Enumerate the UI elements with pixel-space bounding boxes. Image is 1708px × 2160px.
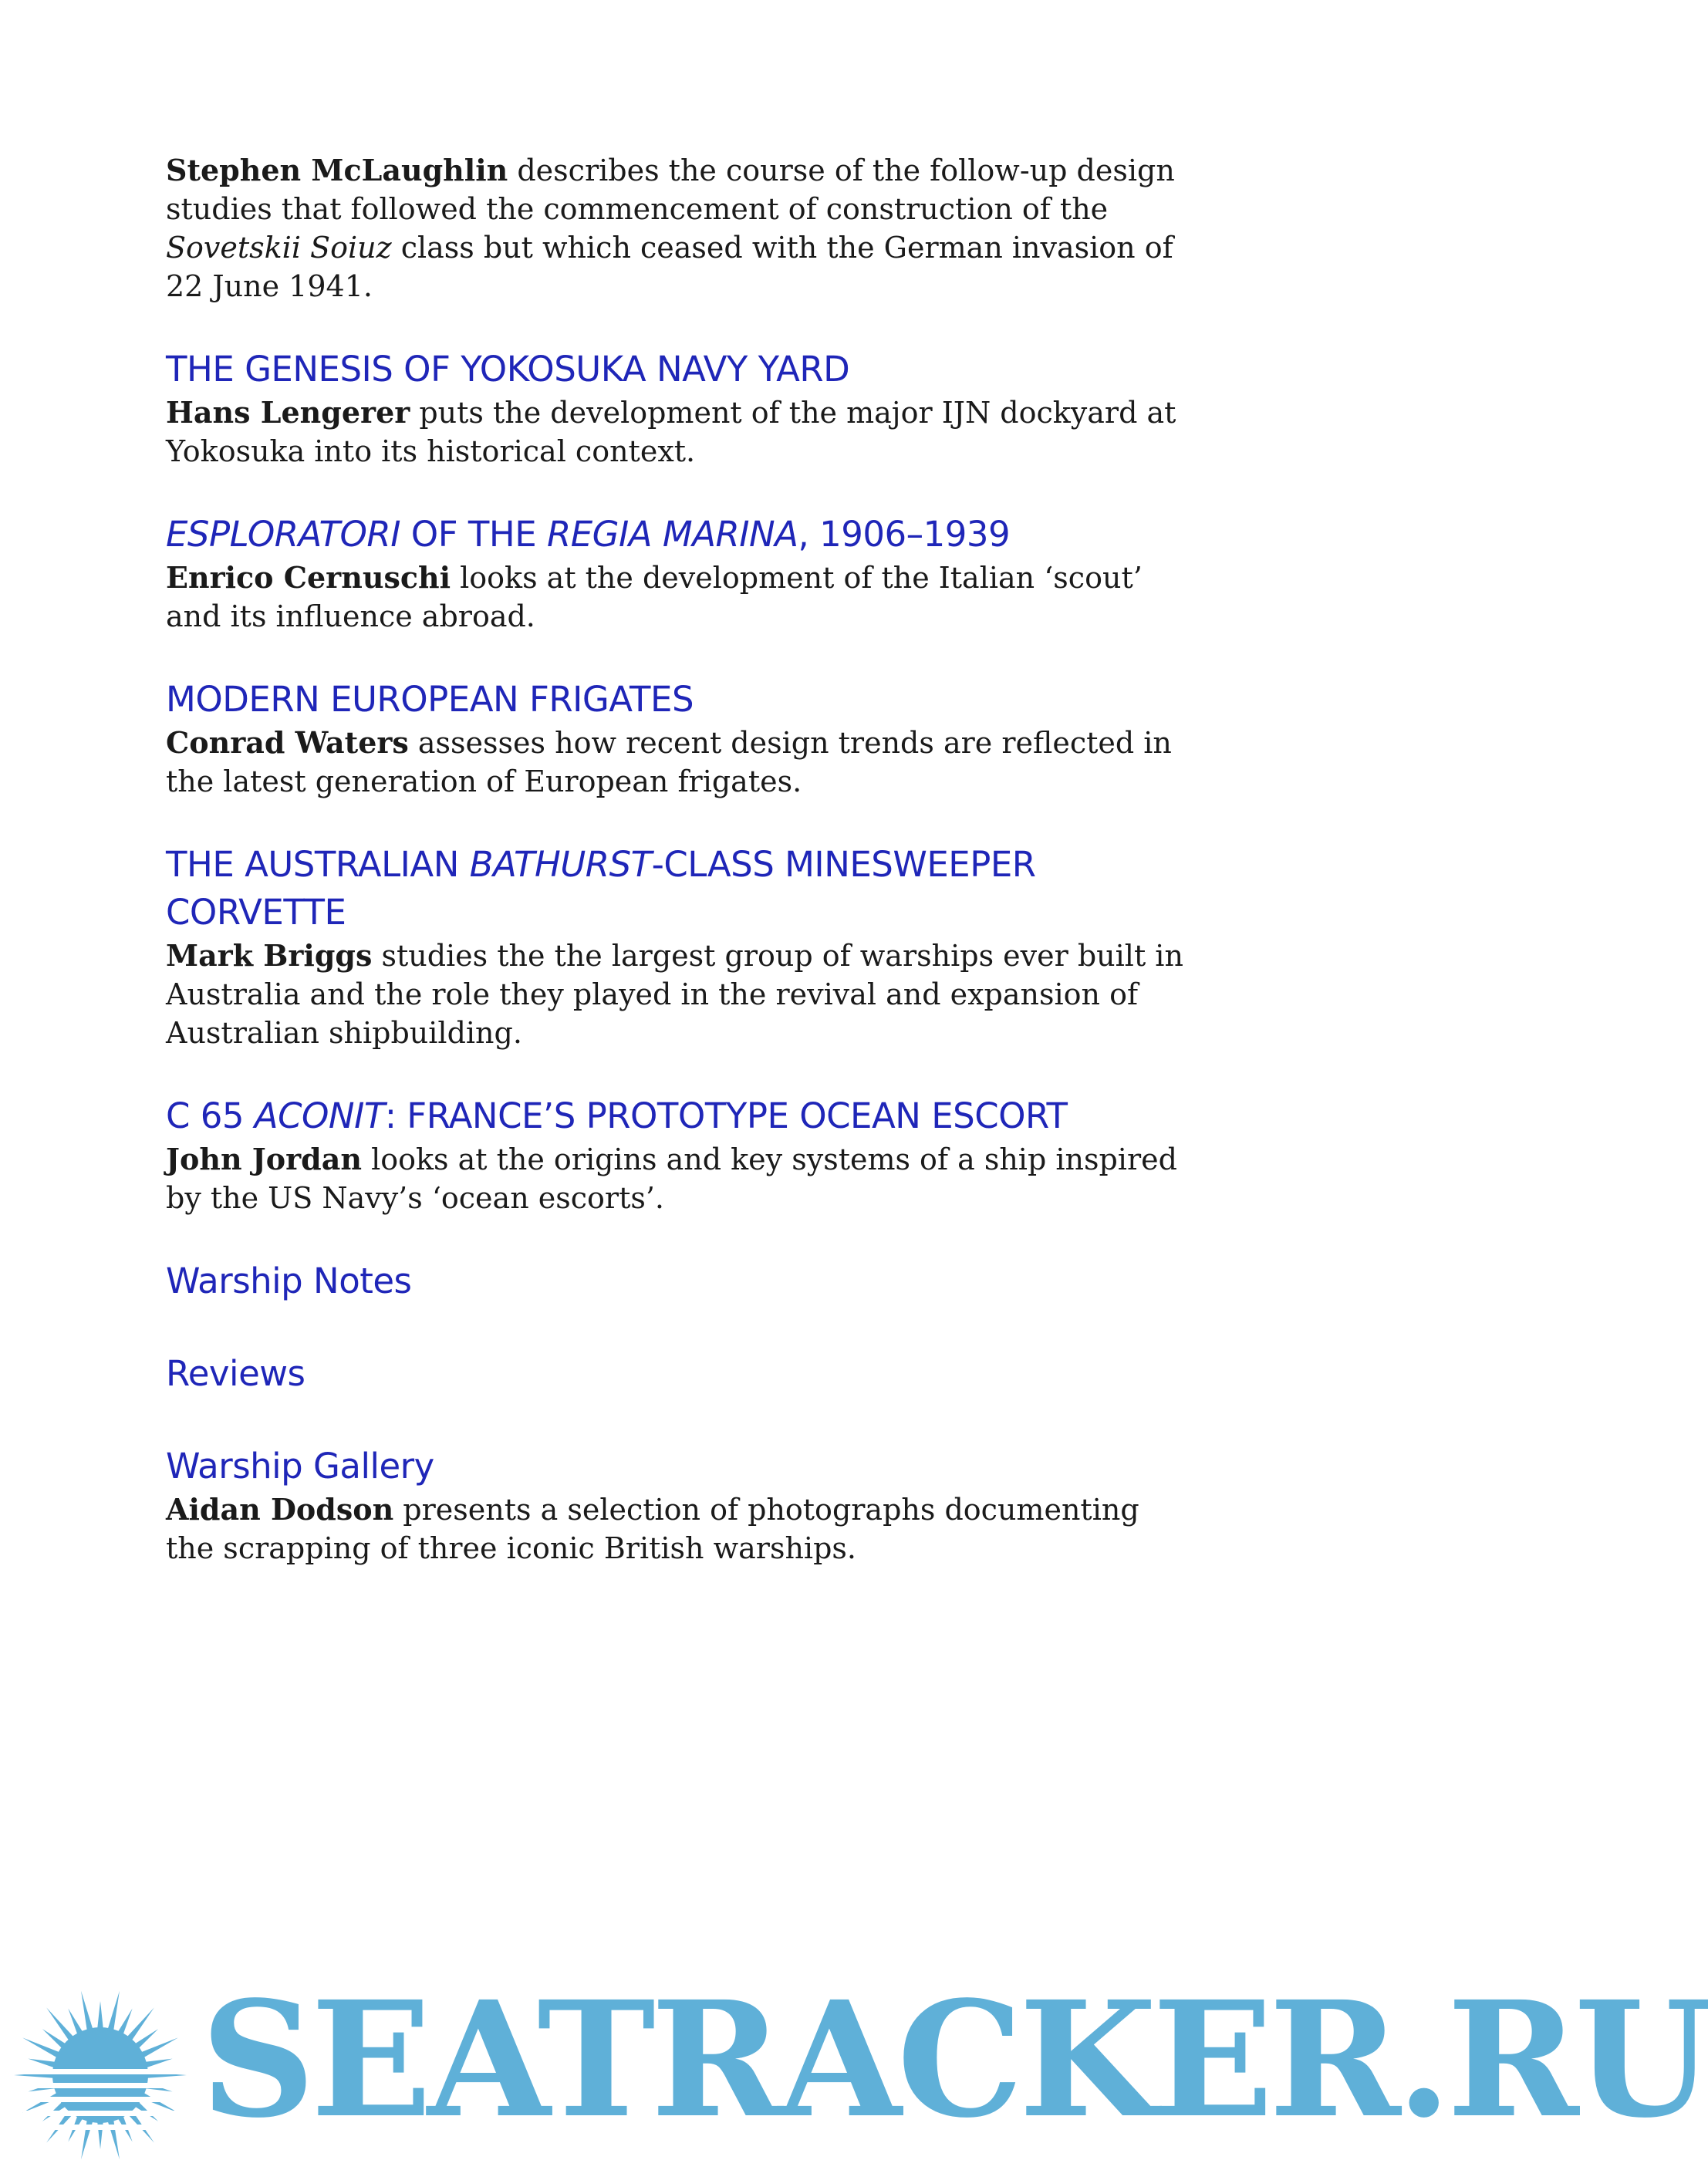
- section-entry: [166, 1443, 1192, 1568]
- article-entry: [166, 676, 1192, 801]
- sun-ray: [97, 2001, 103, 2030]
- intro-text-a: describes the course of the follow-up design studies that followed the commencement of construction of the: [166, 154, 1175, 226]
- section-title-warship-notes[interactable]: Warship Notes: [166, 1261, 412, 1301]
- section-title-warship-gallery[interactable]: Warship Gallery: [166, 1446, 434, 1487]
- title-part: THE AUSTRALIAN: [166, 844, 470, 885]
- sun-ray: [143, 2059, 173, 2068]
- sun-ray: [81, 1991, 93, 2033]
- article-summary: [166, 1140, 1192, 1217]
- article-summary: [166, 1490, 1192, 1568]
- title-part: -CLASS MINESWEEPER CORVETTE: [166, 844, 1036, 933]
- intro-text-b: class but which ceased with the German invasion of 22 June 1941.: [166, 231, 1173, 303]
- article-summary: [166, 559, 1192, 636]
- article-title[interactable]: [166, 841, 1138, 937]
- contents-list: [166, 151, 1192, 1608]
- author-name: Aidan Dodson: [166, 1492, 394, 1527]
- article-title[interactable]: [166, 1092, 1192, 1140]
- article-title[interactable]: THE GENESIS OF YOKOSUKA NAVY YARD: [166, 349, 850, 390]
- summary-text: assesses how recent design trends are reflected in the latest generation of European frigates.: [166, 726, 1172, 798]
- title-italic-part: BATHURST: [469, 844, 652, 885]
- sun-ray: [107, 1991, 120, 2033]
- summary-text: looks at the development of the Italian ‘scout’ and its influence abroad.: [166, 561, 1143, 633]
- sunburst-icon: [14, 1991, 187, 2159]
- title-part: , 1906–1939: [798, 514, 1011, 555]
- article-entry: [166, 841, 1192, 1052]
- summary-text: studies the the largest group of warships ever built in Australia and the role they played in the revival and expansion of Australian shipbuilding.: [166, 939, 1183, 1050]
- author-name: Hans Lengerer: [166, 395, 410, 430]
- watermark-text: SEATRACKER.RU: [201, 1966, 1708, 2153]
- title-italic-part: ACONIT: [254, 1095, 385, 1136]
- section-entry: [166, 1350, 1192, 1398]
- section-title-reviews[interactable]: Reviews: [166, 1353, 305, 1394]
- summary-text: presents a selection of photographs documenting the scrapping of three iconic British warships.: [166, 1493, 1139, 1565]
- title-italic-part: REGIA MARINA: [546, 514, 798, 555]
- sun-ray: [97, 2120, 103, 2149]
- title-italic-part: ESPLORATORI: [166, 514, 400, 555]
- author-name: Enrico Cernuschi: [166, 560, 451, 595]
- sun-ray: [107, 2118, 120, 2160]
- article-entry: [166, 1092, 1192, 1217]
- ship-class-name: Sovetskii Soiuz: [166, 231, 392, 265]
- intro-entry: [166, 151, 1192, 305]
- intro-paragraph: [166, 151, 1192, 305]
- summary-text: looks at the origins and key systems of a ship inspired by the US Navy’s ‘ocean escorts’.: [166, 1142, 1177, 1215]
- article-summary: [166, 393, 1192, 471]
- section-entry: [166, 1257, 1192, 1305]
- sun-ray: [28, 2059, 57, 2068]
- title-part: C 65: [166, 1095, 255, 1136]
- article-summary: [166, 937, 1192, 1052]
- author-name: Conrad Waters: [166, 725, 409, 760]
- title-part: OF THE: [400, 514, 547, 555]
- article-title[interactable]: [166, 511, 1192, 559]
- article-summary: [166, 724, 1192, 801]
- sun-ray: [81, 2118, 93, 2160]
- summary-text: puts the development of the major IJN dockyard at Yokosuka into its historical context.: [166, 396, 1176, 468]
- article-entry: [166, 511, 1192, 636]
- article-title[interactable]: MODERN EUROPEAN FRIGATES: [166, 679, 694, 720]
- title-part: : FRANCE’S PROTOTYPE OCEAN ESCORT: [384, 1095, 1068, 1136]
- article-entry: [166, 346, 1192, 471]
- author-name: Stephen McLaughlin: [166, 153, 508, 187]
- author-name: Mark Briggs: [166, 938, 373, 973]
- author-name: John Jordan: [166, 1142, 362, 1176]
